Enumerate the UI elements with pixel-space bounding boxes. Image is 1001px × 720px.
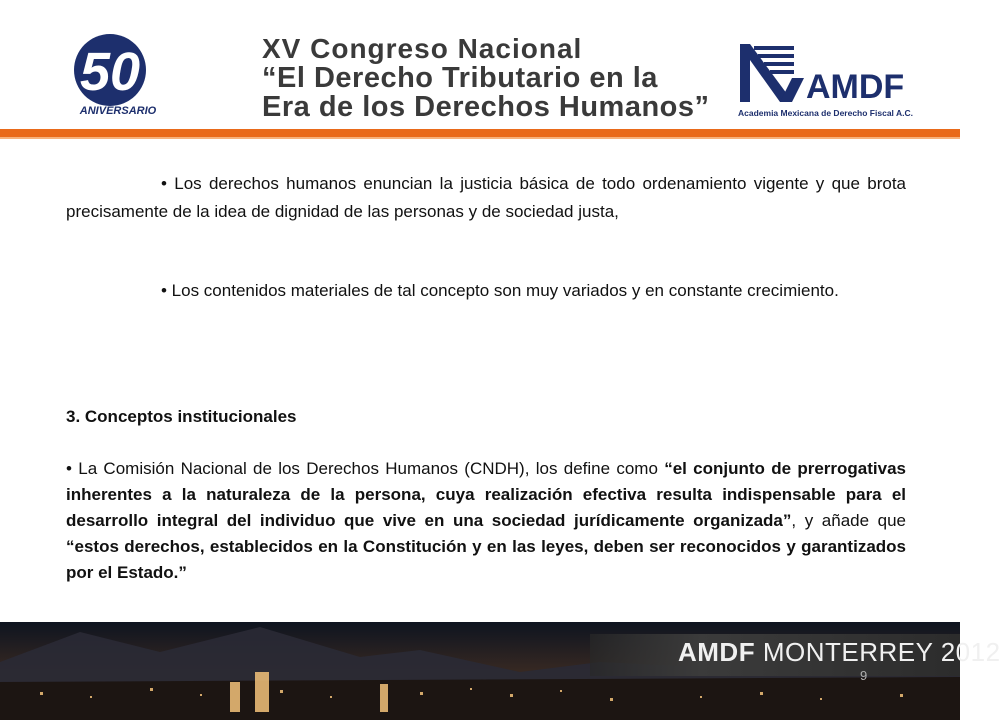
bullet-1-text: • Los derechos humanos enuncian la justicia básica de todo ordenamiento vigente y que brota precisamente de la idea de dignidad de las personas y de sociedad justa, bbox=[66, 174, 906, 221]
title-line-2: “El Derecho Tributario en la bbox=[262, 62, 658, 94]
anniversary-number: 50 bbox=[79, 42, 141, 102]
amdf-acronym: AMDF bbox=[806, 68, 905, 106]
event-banner-text bbox=[678, 637, 1001, 668]
amdf-full-name: Academia Mexicana de Derecho Fiscal A.C. bbox=[738, 108, 913, 118]
banner-brand: AMDF bbox=[678, 637, 756, 667]
header-divider bbox=[0, 129, 960, 137]
title-line-3: Era de los Derechos Humanos” bbox=[262, 91, 710, 123]
bullet-paragraph-2 bbox=[66, 277, 906, 305]
bullet-3-quote-1: “el conjunto de prerrogativas inherentes a la naturaleza de la persona, cuya realización efectiva resulta indispensable para el desarrollo integral del individuo que vive en una sociedad jurídicamente organizada” bbox=[66, 459, 906, 530]
bullet-3-mid: , y añade que bbox=[791, 511, 907, 530]
congress-title bbox=[262, 34, 710, 122]
bullet-2-text: • Los contenidos materiales de tal concepto son muy variados y en constante crecimiento. bbox=[161, 281, 839, 300]
bullet-paragraph-3 bbox=[66, 456, 906, 586]
anniversary-50-logo bbox=[66, 30, 166, 120]
anniversary-label: ANIVERSARIO bbox=[79, 105, 157, 117]
bullet-3-quote-2: “estos derechos, establecidos en la Constitución y en las leyes, deben ser reconocidos y garantizados por el Estado.” bbox=[66, 537, 906, 582]
bullet-paragraph-1 bbox=[66, 170, 906, 226]
bullet-3-intro: • La Comisión Nacional de los Derechos Humanos (CNDH), los define como bbox=[66, 459, 665, 478]
title-line-1: XV Congreso Nacional bbox=[262, 33, 583, 64]
banner-city-year: MONTERREY 2012 bbox=[755, 637, 1001, 667]
amdf-mark-icon bbox=[740, 44, 804, 102]
header-divider-shadow bbox=[0, 137, 960, 139]
section-heading: 3. Conceptos institucionales bbox=[66, 407, 297, 426]
page-number: 9 bbox=[860, 668, 868, 683]
